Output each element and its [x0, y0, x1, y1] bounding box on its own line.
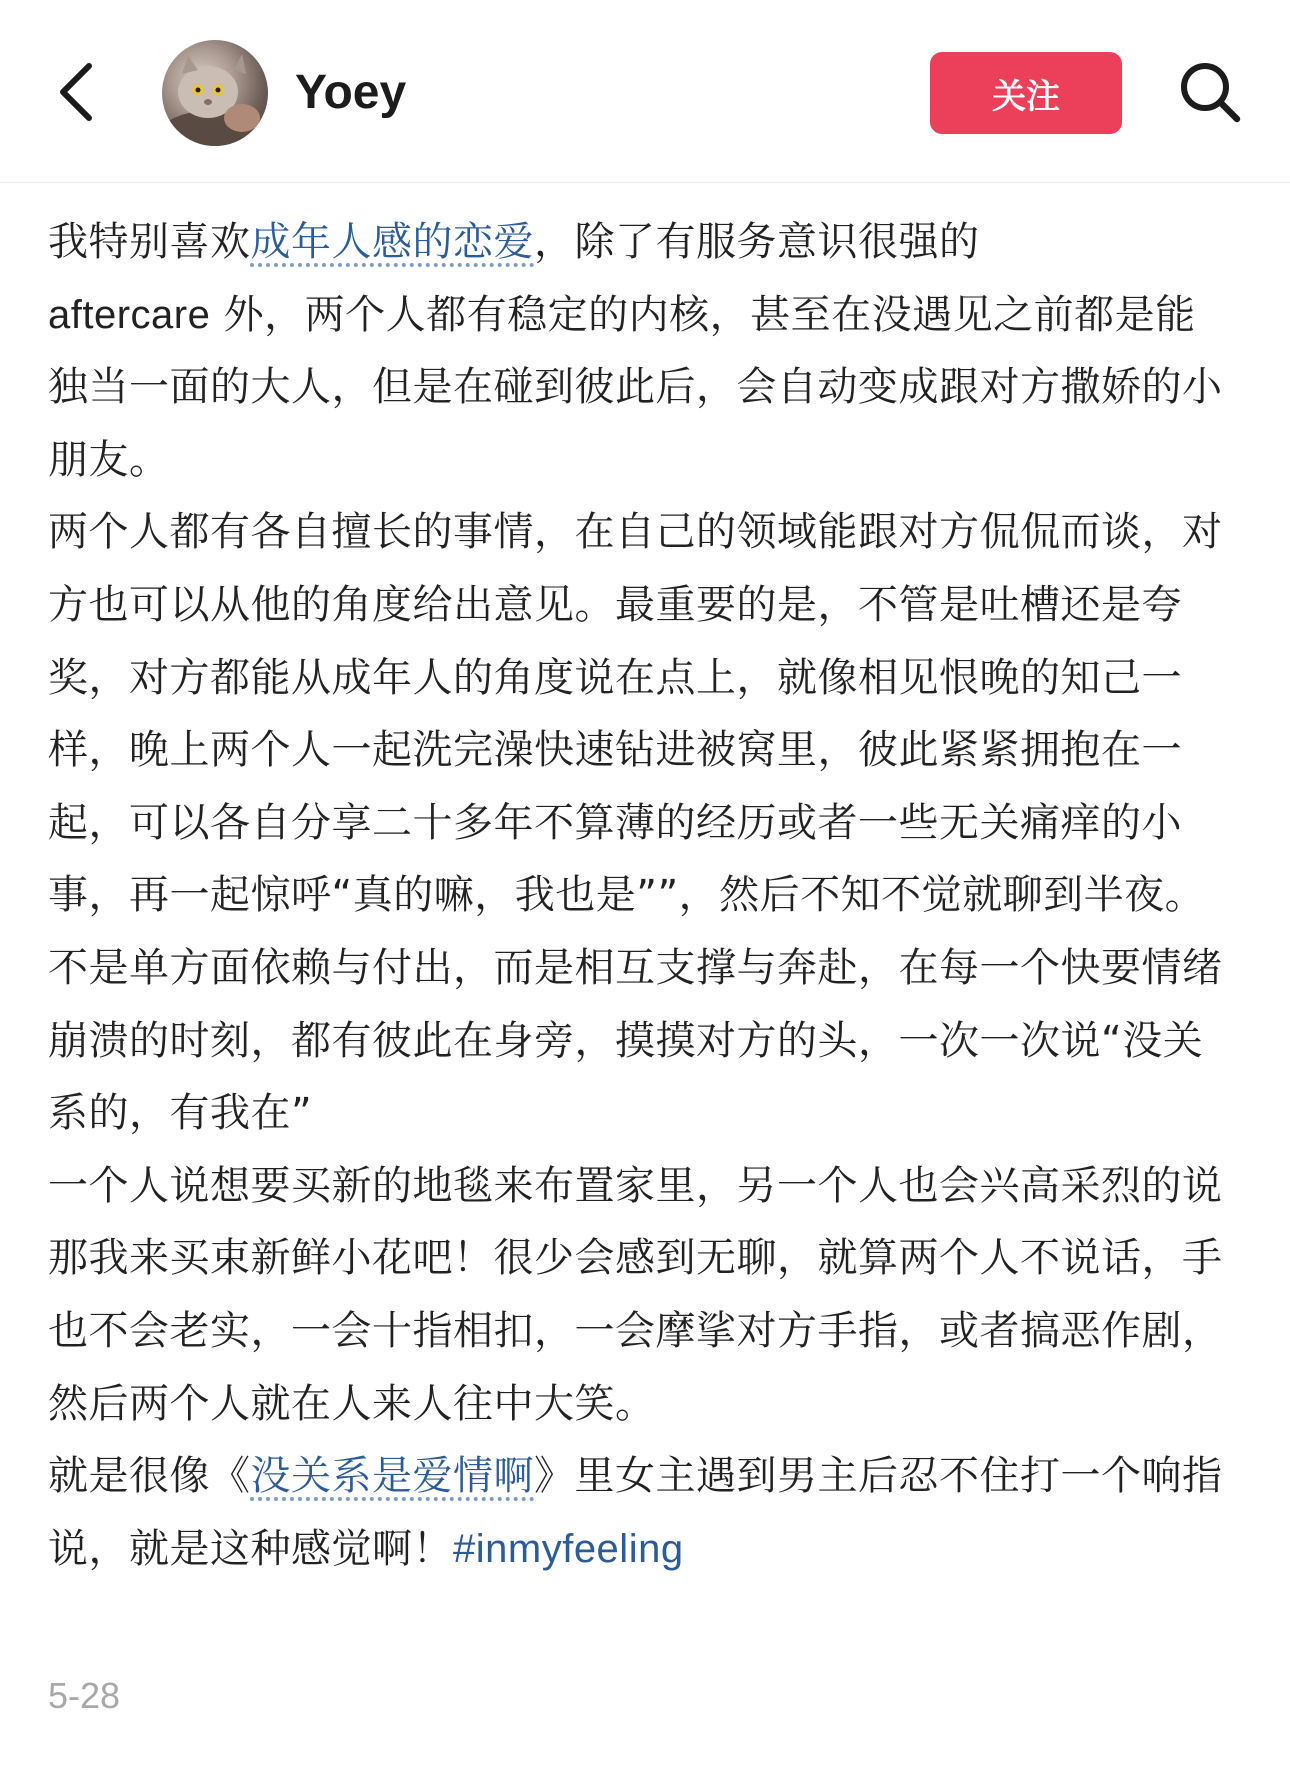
back-button[interactable] — [40, 50, 112, 134]
follow-button[interactable]: 关注 — [930, 52, 1122, 134]
cat-avatar-image — [162, 40, 268, 146]
username[interactable]: Yoey — [295, 66, 407, 119]
post-paragraph-3: 不是单方面依赖与付出，而是相互支撑与奔赴，在每一个快要情绪崩溃的时刻，都有彼此在身旁，摸摸对方的头，一次一次说“没关系的，有我在” — [48, 944, 1223, 1137]
top-bar — [0, 0, 1290, 183]
post-text: 外，两个人都有稳定的内核，甚至在没遇见之前都是能独当一面的大人，但是在碰到彼此后，会自动变成跟对方撒娇的小朋友。 — [48, 291, 1223, 483]
topic-link-adult-romance[interactable]: 成年人感的恋爱 — [250, 219, 534, 265]
post-paragraph-5 — [48, 1440, 1228, 1585]
topic-link-drama[interactable]: 没关系是爱情啊 — [250, 1453, 534, 1500]
post-text: ，除了有服务意识很强的 — [534, 219, 980, 265]
post-text: 就是很像《 — [48, 1453, 251, 1500]
post-text: 我特别喜欢 — [48, 219, 251, 265]
post-paragraph-2: 两个人都有各自擅长的事情，在自己的领域能跟对方侃侃而谈，对方也可以从他的角度给出意见。最重要的是，不管是吐槽还是夸奖，对方都能从成年人的角度说在点上，就像相见恨晚的知己一样，晚上两个人一起洗完澡快速钻进被窝里，彼此紧紧拥抱在一起，可以各自分享二十多年不算薄的经历或者一些无关痛痒的小事，再一起惊呼“真的嘛，我也是””，然后不知不觉就聊到半夜。 — [48, 509, 1223, 919]
post-paragraph-4: 一个人说想要买新的地毯来布置家里，另一个人也会兴高采烈的说那我来买束新鲜小花吧！很少会感到无聊，就算两个人不说话，手也不会老实，一会十指相扣，一会摩挲对方手指，或者搞恶作剧，然后两个人就在人来人往中大笑。 — [48, 1162, 1223, 1427]
post-body — [48, 206, 1228, 1585]
chevron-left-icon — [56, 61, 96, 123]
search-button[interactable] — [1168, 50, 1252, 134]
post-text-aftercare: aftercare — [48, 292, 211, 337]
post-date: 5-28 — [48, 1675, 121, 1716]
hashtag-link[interactable]: #inmyfeeling — [453, 1526, 684, 1571]
search-icon — [1177, 59, 1243, 125]
avatar[interactable] — [162, 40, 268, 146]
post-text: 》里女主遇到男主后忍不住打一个响指说，就是这种感觉啊！ — [48, 1453, 1223, 1572]
post-paragraph-1 — [48, 206, 1228, 496]
